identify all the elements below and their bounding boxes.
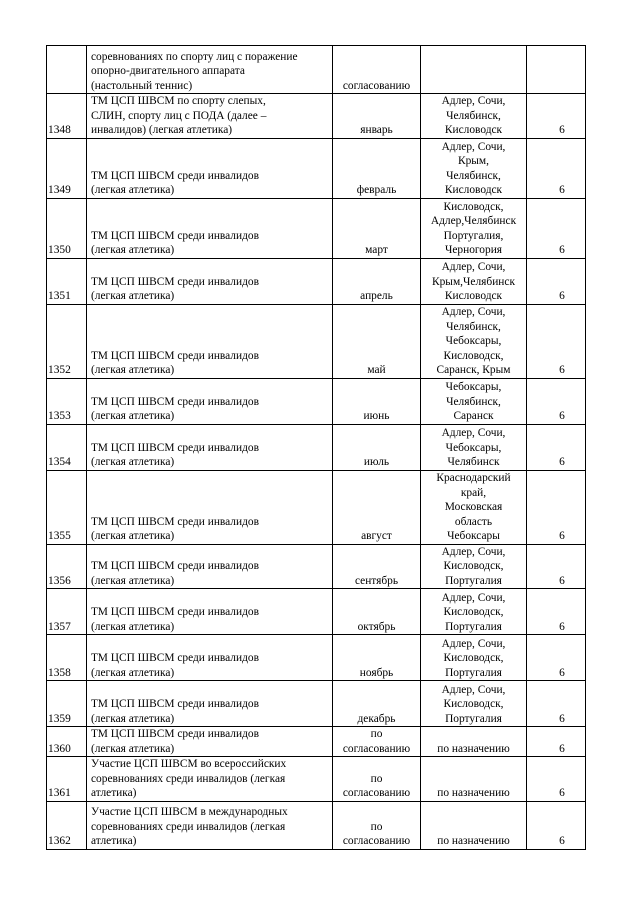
event-name: ТМ ЦСП ШВСМ среди инвалидов (легкая атлетика) [87, 138, 333, 198]
participant-count: 6 [527, 138, 586, 198]
table-row [47, 544, 586, 589]
event-date: август [333, 470, 421, 544]
event-name: ТМ ЦСП ШВСМ среди инвалидов (легкая атлетика) [87, 258, 333, 304]
row-number: 1359 [47, 681, 87, 727]
events-table [46, 45, 586, 850]
event-place: Адлер, Сочи, Чебоксары, Челябинск [421, 424, 527, 470]
table-row [47, 138, 586, 198]
event-date: апрель [333, 258, 421, 304]
event-name: ТМ ЦСП ШВСМ среди инвалидов (легкая атлетика) [87, 304, 333, 378]
event-place: Адлер, Сочи, Кисловодск, Португалия [421, 635, 527, 681]
event-date: март [333, 198, 421, 258]
event-place: Адлер, Сочи, Челябинск, Кисловодск [421, 94, 527, 139]
event-place [421, 46, 527, 94]
table-row [47, 94, 586, 139]
row-number: 1349 [47, 138, 87, 198]
row-number: 1358 [47, 635, 87, 681]
event-name: Участие ЦСП ШВСМ во всероссийских соревнованиях среди инвалидов (легкая атлетика) [87, 757, 333, 802]
table-row [47, 727, 586, 757]
row-number: 1361 [47, 757, 87, 802]
event-place: Адлер, Сочи, Челябинск, Чебоксары, Кисловодск, Саранск, Крым [421, 304, 527, 378]
event-name: соревнованиях по спорту лиц с поражение опорно-двигательного аппарата (настольный теннис) [87, 46, 333, 94]
event-name: Участие ЦСП ШВСМ в международных соревнованиях среди инвалидов (легкая атлетика) [87, 801, 333, 849]
participant-count: 6 [527, 258, 586, 304]
participant-count: 6 [527, 635, 586, 681]
table-row [47, 424, 586, 470]
event-date: по согласованию [333, 727, 421, 757]
event-date: по согласованию [333, 757, 421, 802]
event-place: Адлер, Сочи, Кисловодск, Португалия [421, 681, 527, 727]
event-date: февраль [333, 138, 421, 198]
table-row [47, 46, 586, 94]
event-date: декабрь [333, 681, 421, 727]
table-row [47, 635, 586, 681]
event-name: ТМ ЦСП ШВСМ среди инвалидов (легкая атлетика) [87, 198, 333, 258]
row-number: 1351 [47, 258, 87, 304]
participant-count: 6 [527, 544, 586, 589]
events-table-body [47, 46, 586, 850]
row-number: 1348 [47, 94, 87, 139]
event-place: Адлер, Сочи, Кисловодск, Португалия [421, 589, 527, 635]
participant-count: 6 [527, 378, 586, 424]
table-row [47, 801, 586, 849]
event-date: май [333, 304, 421, 378]
participant-count: 6 [527, 424, 586, 470]
event-place: Краснодарский край, Московская область Чебоксары [421, 470, 527, 544]
row-number: 1356 [47, 544, 87, 589]
event-place: Кисловодск, Адлер,Челябинск Португалия, Черногория [421, 198, 527, 258]
table-row [47, 304, 586, 378]
participant-count: 6 [527, 94, 586, 139]
event-date: июль [333, 424, 421, 470]
row-number: 1355 [47, 470, 87, 544]
event-date: октябрь [333, 589, 421, 635]
event-name: ТМ ЦСП ШВСМ по спорту слепых, СЛИН, спорту лиц с ПОДА (далее – инвалидов) (легкая атлетика) [87, 94, 333, 139]
event-name: ТМ ЦСП ШВСМ среди инвалидов (легкая атлетика) [87, 424, 333, 470]
event-name: ТМ ЦСП ШВСМ среди инвалидов (легкая атлетика) [87, 378, 333, 424]
event-date: согласованию [333, 46, 421, 94]
event-name: ТМ ЦСП ШВСМ среди инвалидов (легкая атлетика) [87, 470, 333, 544]
table-row [47, 681, 586, 727]
event-place: Адлер, Сочи, Крым, Челябинск, Кисловодск [421, 138, 527, 198]
row-number: 1350 [47, 198, 87, 258]
event-name: ТМ ЦСП ШВСМ среди инвалидов (легкая атлетика) [87, 635, 333, 681]
event-place: Адлер, Сочи, Крым,Челябинск Кисловодск [421, 258, 527, 304]
event-date: июнь [333, 378, 421, 424]
participant-count: 6 [527, 470, 586, 544]
row-number: 1352 [47, 304, 87, 378]
event-name: ТМ ЦСП ШВСМ среди инвалидов (легкая атлетика) [87, 727, 333, 757]
row-number: 1353 [47, 378, 87, 424]
event-place: Адлер, Сочи, Кисловодск, Португалия [421, 544, 527, 589]
event-date: ноябрь [333, 635, 421, 681]
row-number [47, 46, 87, 94]
event-place: по назначению [421, 727, 527, 757]
event-place: Чебоксары, Челябинск, Саранск [421, 378, 527, 424]
table-row [47, 198, 586, 258]
participant-count: 6 [527, 304, 586, 378]
participant-count: 6 [527, 198, 586, 258]
row-number: 1360 [47, 727, 87, 757]
table-row [47, 378, 586, 424]
participant-count: 6 [527, 589, 586, 635]
table-row [47, 258, 586, 304]
table-row [47, 470, 586, 544]
participant-count [527, 46, 586, 94]
event-name: ТМ ЦСП ШВСМ среди инвалидов (легкая атлетика) [87, 589, 333, 635]
event-place: по назначению [421, 801, 527, 849]
table-row [47, 589, 586, 635]
event-date: январь [333, 94, 421, 139]
row-number: 1362 [47, 801, 87, 849]
participant-count: 6 [527, 801, 586, 849]
row-number: 1357 [47, 589, 87, 635]
event-place: по назначению [421, 757, 527, 802]
event-name: ТМ ЦСП ШВСМ среди инвалидов (легкая атлетика) [87, 544, 333, 589]
event-date: сентябрь [333, 544, 421, 589]
participant-count: 6 [527, 681, 586, 727]
row-number: 1354 [47, 424, 87, 470]
participant-count: 6 [527, 757, 586, 802]
table-row [47, 757, 586, 802]
participant-count: 6 [527, 727, 586, 757]
event-date: по согласованию [333, 801, 421, 849]
event-name: ТМ ЦСП ШВСМ среди инвалидов (легкая атлетика) [87, 681, 333, 727]
